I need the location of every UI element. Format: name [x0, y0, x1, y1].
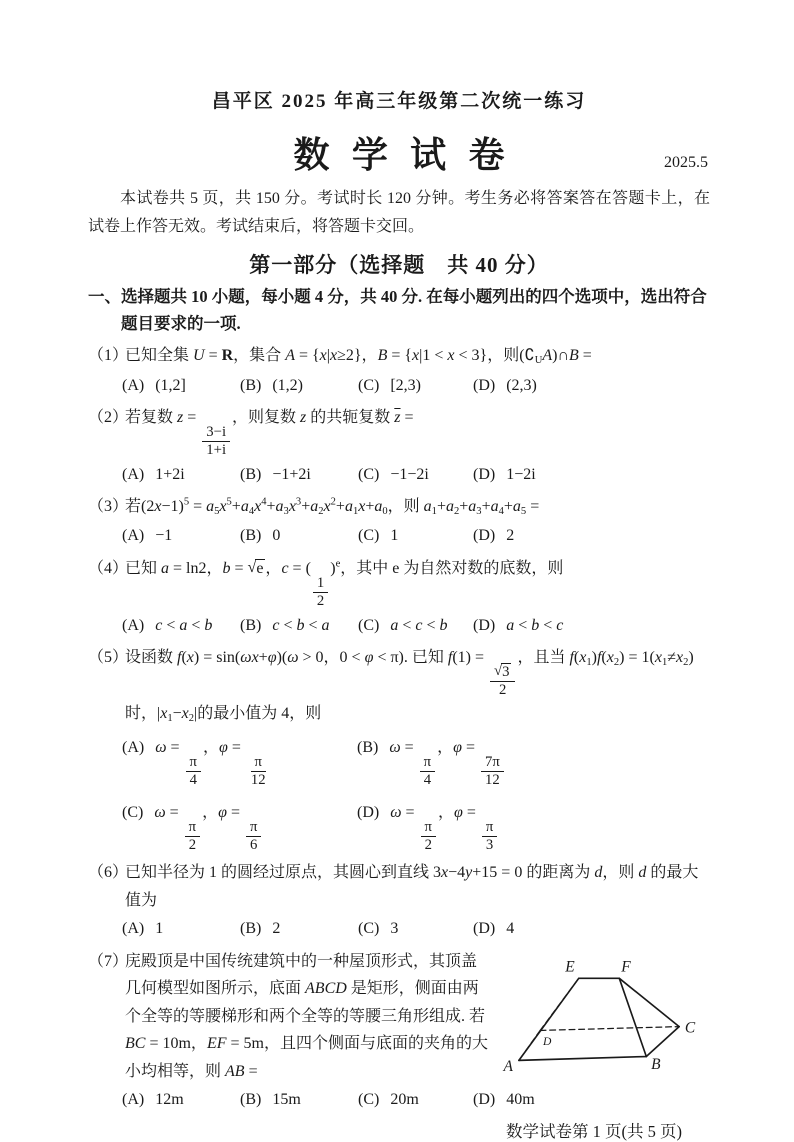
option-label: (B): [240, 616, 262, 634]
question-5: [88, 644, 710, 854]
option-value: (2,3): [506, 376, 537, 394]
option-b: [240, 1086, 358, 1114]
section-directions: 一、选择题共 10 小题，每小题 4 分，共 40 分. 在每小题列出的四个选项中，选出符合题目要求的一项.: [88, 287, 707, 333]
options-row: [88, 372, 710, 400]
option-label: (D): [473, 376, 496, 394]
option-value: c < a < b: [155, 616, 213, 634]
option-b: [240, 372, 358, 400]
option-label: (C): [358, 376, 380, 394]
option-value: (1,2]: [155, 376, 186, 394]
option-value: ω = $\frac{\pi}{4}$ ，φ = $\frac{\pi}{12}$: [155, 738, 266, 789]
option-value: c < b < a: [272, 616, 330, 634]
question-text: 若$(2x-1)^5 = a_5x^5+a_4x^4+a_3x^3+a_2x^2+a_1x+a_0$，则 $a_1+a_2+a_3+a_4+a_5$ =: [125, 496, 540, 518]
option-a: [122, 915, 240, 943]
option-label: (A): [122, 1091, 145, 1109]
question-7: [88, 948, 710, 1114]
vertex-label-f: F: [621, 958, 631, 976]
option-value: a < c < b: [390, 616, 448, 634]
option-a: [122, 612, 240, 640]
options-row: [88, 461, 710, 489]
option-value: 0: [272, 527, 281, 545]
option-a: [122, 372, 240, 400]
option-label: (C): [358, 465, 380, 483]
option-a: [122, 522, 240, 550]
option-label: (B): [240, 920, 262, 938]
option-value: 3: [390, 920, 399, 938]
question-stem: [88, 404, 710, 460]
option-d: [473, 461, 710, 489]
options-row: [88, 522, 710, 550]
option-value: 1: [155, 920, 164, 938]
option-label: (D): [357, 803, 380, 821]
question-number: （5）: [88, 649, 129, 667]
option-b: [240, 461, 358, 489]
option-label: (B): [240, 465, 262, 483]
option-value: −1−2i: [390, 465, 429, 483]
option-value: 20m: [390, 1091, 419, 1109]
title-row: [88, 127, 710, 175]
question-stem: [88, 555, 710, 611]
option-value: 1−2i: [506, 465, 536, 483]
option-label: (D): [473, 616, 496, 634]
option-value: −1: [155, 527, 173, 545]
vertex-label-b: B: [651, 1055, 661, 1073]
question-2: [88, 404, 710, 488]
option-b: [357, 734, 710, 790]
option-d: [473, 915, 710, 943]
option-label: (A): [122, 465, 145, 483]
section-title: 第一部分（选择题 共 40 分）: [249, 253, 549, 278]
question-6: [88, 859, 710, 943]
question-number: （2）: [88, 409, 129, 427]
option-d: [357, 799, 710, 855]
hip-roof-figure: [488, 952, 710, 1078]
page-footer: 数学试卷第 1 页(共 5 页): [506, 1121, 682, 1141]
option-c: [122, 799, 357, 855]
exam-notice: 本试卷共 5 页，共 150 分。考试时长 120 分钟。考生务必将答案答在答题卡上，在试卷上作答无效。考试结束后，将答题卡交回。: [88, 190, 710, 235]
option-label: (A): [122, 920, 145, 938]
option-label: (D): [473, 527, 496, 545]
option-value: 2: [506, 527, 515, 545]
option-c: [358, 461, 473, 489]
option-label: (C): [358, 920, 380, 938]
question-number: （6）: [88, 864, 129, 882]
option-b: [240, 612, 358, 640]
option-label: (C): [358, 616, 380, 634]
option-label: (A): [122, 738, 145, 756]
option-label: (C): [358, 527, 380, 545]
option-b: [240, 522, 358, 550]
question-stem: [88, 644, 710, 728]
question-stem: [88, 948, 488, 1086]
option-label: (B): [240, 527, 262, 545]
option-c: [358, 1086, 473, 1114]
question-number: （7）: [88, 952, 129, 970]
option-d: [473, 1086, 710, 1114]
option-label: (D): [473, 920, 496, 938]
option-label: (B): [240, 376, 262, 394]
option-c: [358, 372, 473, 400]
option-label: (A): [122, 376, 145, 394]
edge-bc: [646, 1026, 679, 1056]
option-value: 12m: [155, 1091, 184, 1109]
option-label: (C): [122, 803, 144, 821]
question-number: （1）: [88, 347, 129, 365]
question-text: 已知全集 U = R，集合 A = {x|x≥2}，B = {x|1 < x < 3}，则$(∁_UA)\cap B$ =: [125, 347, 592, 367]
question-text: 已知半径为 1 的圆经过原点，其圆心到直线 3x−4y+15 = 0 的距离为 d，则 d 的最大值为: [125, 864, 699, 909]
vertex-label-c: C: [684, 1019, 696, 1037]
option-b: [240, 915, 358, 943]
option-value: 15m: [272, 1091, 301, 1109]
option-c: [358, 612, 473, 640]
option-a: [122, 461, 240, 489]
edge-ab: [519, 1056, 646, 1060]
question-4: [88, 555, 710, 639]
question-number: （4）: [88, 559, 129, 577]
question-text: 若复数 z = $\frac{3-i}{1+i}$ ，则复数 z 的共轭复数 $\overline{z}$ =: [125, 409, 414, 459]
option-d: [473, 372, 710, 400]
exam-title: 数学试卷: [293, 135, 527, 175]
options-row: [88, 915, 710, 943]
option-label: (A): [122, 527, 145, 545]
option-d: [473, 522, 710, 550]
option-label: (D): [473, 1091, 496, 1109]
option-value: ω = $\frac{\pi}{2}$ ，φ = $\frac{\pi}{3}$: [390, 804, 499, 821]
option-value: 2: [272, 920, 281, 938]
question-text: 已知 a = ln2，b = √e ，c = ( $\frac{1}{2}$ )$^e$，其中 e 为自然对数的底数，则: [125, 558, 564, 610]
question-text: 设函数 f(x) = sin(ωx+φ)(ω > 0，0 < φ < π). 已知 f(1) = √ 3 2 ，且当 $f(x_1)f(x_2) = 1(x_1\ne x_2)$时，$|x_1-x_2|$的最小值为 4，则: [125, 649, 694, 724]
option-label: (B): [357, 738, 379, 756]
question-stem: [88, 493, 710, 521]
question-number: （3）: [88, 498, 129, 516]
option-value: 4: [506, 920, 515, 938]
option-label: (D): [473, 465, 496, 483]
option-value: 1+2i: [155, 465, 185, 483]
option-c: [358, 522, 473, 550]
option-a: [122, 1086, 240, 1114]
question-stem: [88, 859, 710, 914]
option-value: (1,2): [272, 376, 303, 394]
question-7-body: [88, 948, 710, 1086]
edge-dc-hidden: [540, 1026, 679, 1030]
option-c: [358, 915, 473, 943]
exam-date: 2025.5: [664, 154, 708, 171]
option-value: ω = $\frac{\pi}{4}$ ，φ = $\frac{7\pi}{12}$: [389, 739, 505, 756]
question-1: [88, 342, 710, 399]
options-row: [88, 612, 710, 640]
vertex-label-a: A: [503, 1057, 513, 1075]
option-d: [473, 612, 710, 640]
option-value: a < b < c: [506, 616, 564, 634]
option-value: 1: [390, 527, 399, 545]
option-value: 40m: [506, 1091, 535, 1109]
option-value: −1+2i: [272, 465, 311, 483]
question-text: 庑殿顶是中国传统建筑中的一种屋顶形式，其顶盖几何模型如图所示，底面 ABCD 是矩形，侧面由两个全等的等腰梯形和两个全等的等腰三角形组成. 若 BC = 10m，EF = 5m，且四个侧面与底面的夹角的大小均相等，则 AB =: [125, 952, 488, 1080]
options-grid: [88, 734, 710, 854]
option-value: [2,3): [390, 376, 421, 394]
option-value: ω = $\frac{\pi}{2}$ ，φ = $\frac{\pi}{6}$: [154, 804, 263, 821]
vertex-label-d: D: [542, 1034, 552, 1048]
option-label: (A): [122, 616, 145, 634]
question-stem: [88, 342, 710, 370]
vertex-label-e: E: [565, 958, 575, 976]
question-3: [88, 493, 710, 550]
options-row: [88, 1086, 710, 1114]
option-label: (B): [240, 1091, 262, 1109]
option-label: (C): [358, 1091, 380, 1109]
option-a: [122, 734, 357, 790]
exam-header: 昌平区 2025 年高三年级第二次统一练习: [211, 91, 587, 112]
